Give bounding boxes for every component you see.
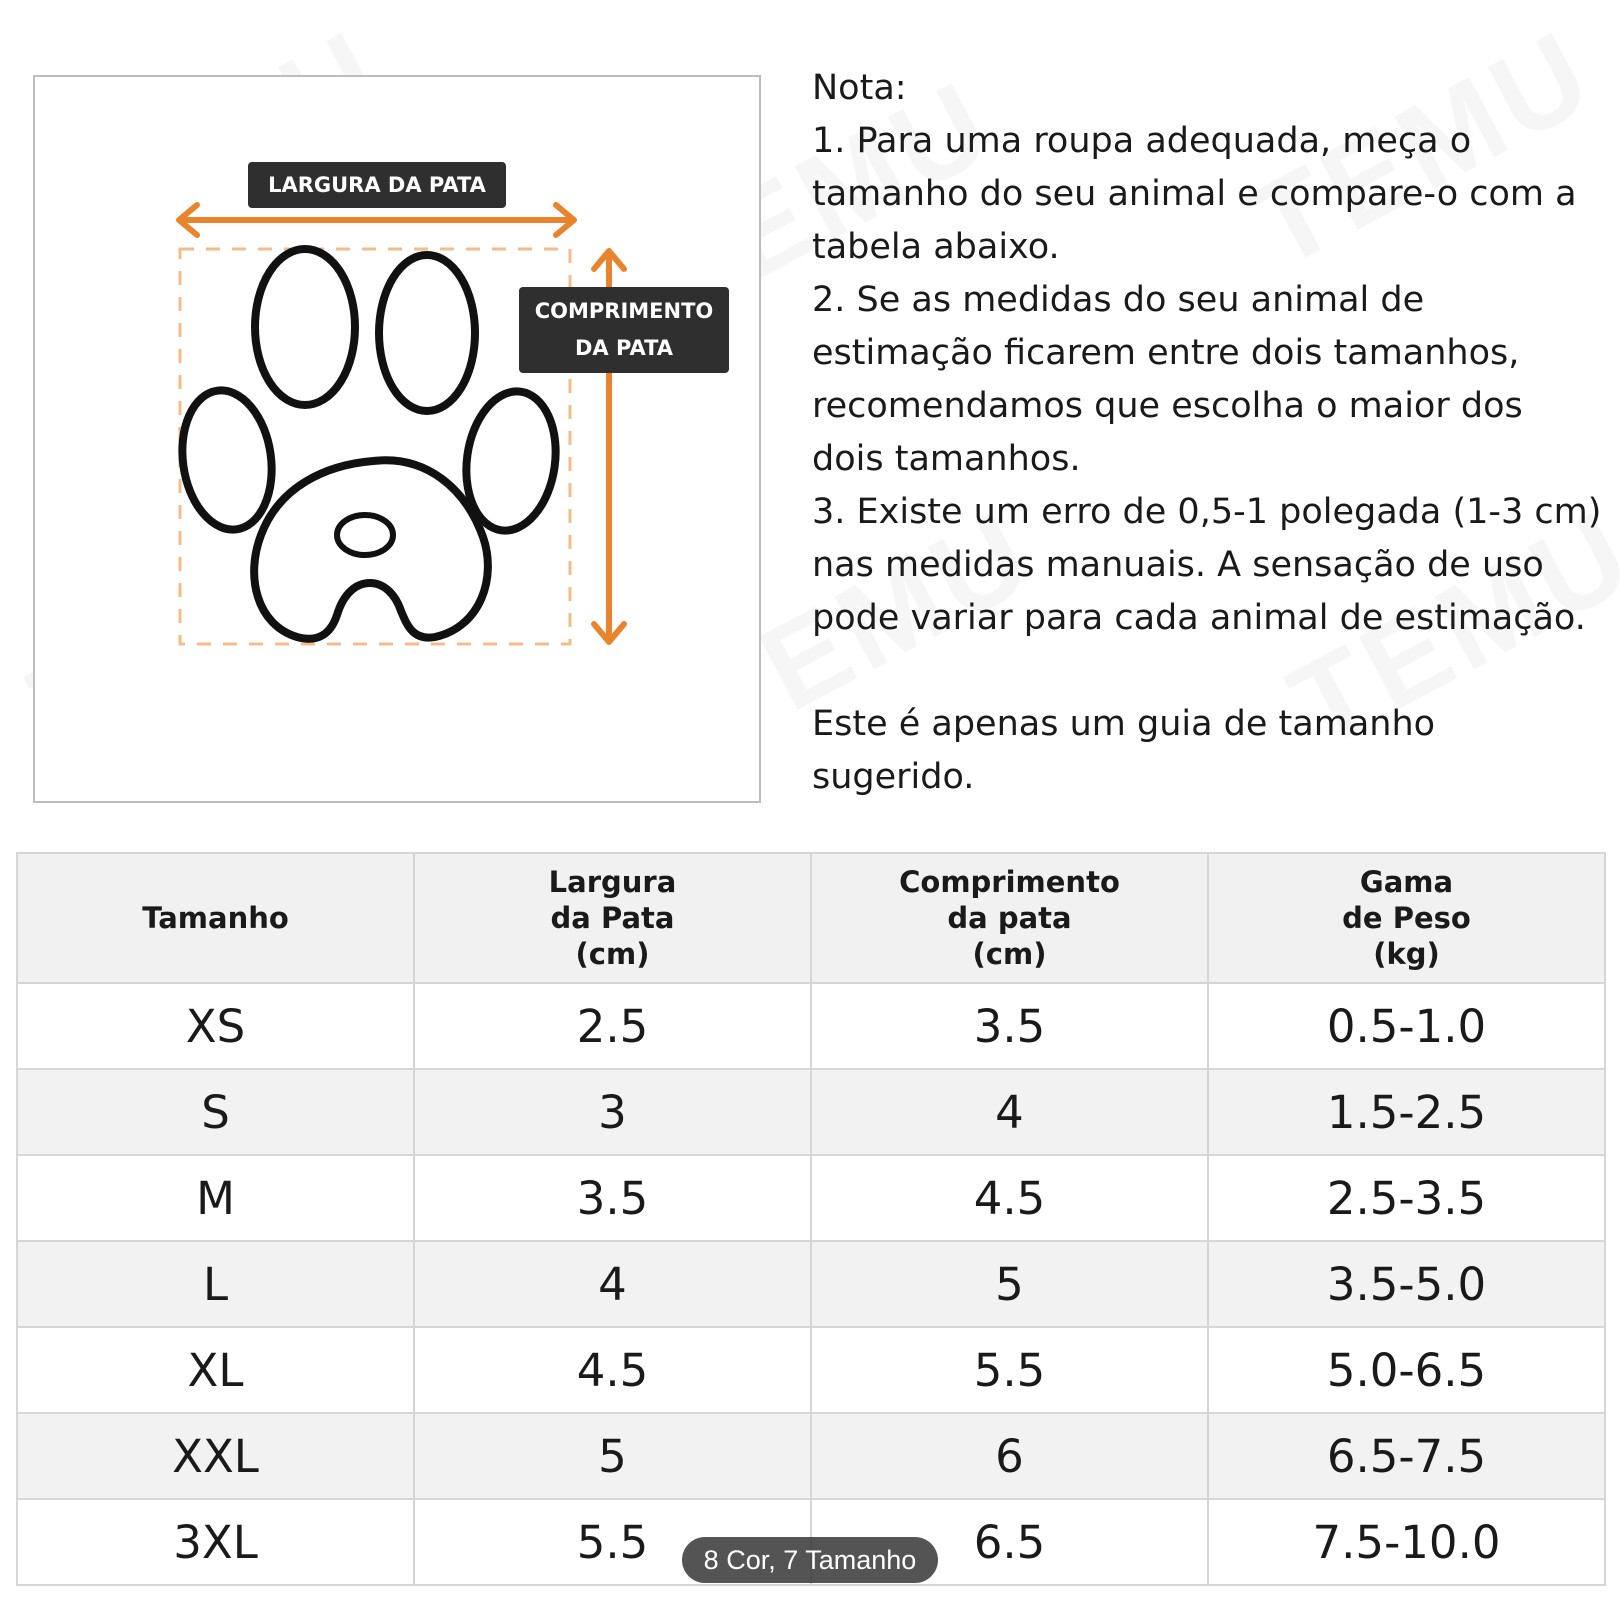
notes-section bbox=[812, 62, 1612, 804]
table-row bbox=[17, 983, 1605, 1069]
cell-paw-width: 5 bbox=[414, 1413, 811, 1499]
note-line: 3. Existe um erro de 0,5-1 polegada (1-3 cm) bbox=[812, 492, 1602, 532]
cell-paw-width: 2.5 bbox=[414, 983, 811, 1069]
header-weight-range: Gama de Peso (kg) bbox=[1208, 853, 1605, 983]
header-paw-length: Comprimento da pata (cm) bbox=[811, 853, 1208, 983]
cell-size: M bbox=[17, 1155, 414, 1241]
note-footer-line: sugerido. bbox=[812, 757, 975, 797]
cell-paw-length: 6 bbox=[811, 1413, 1208, 1499]
cell-weight-range: 2.5-3.5 bbox=[1208, 1155, 1605, 1241]
cell-paw-width: 5.5 bbox=[414, 1499, 811, 1585]
cell-size: XS bbox=[17, 983, 414, 1069]
cell-weight-range: 1.5-2.5 bbox=[1208, 1069, 1605, 1155]
size-chart-table bbox=[16, 852, 1606, 1586]
note-line: recomendamos que escolha o maior dos bbox=[812, 386, 1523, 426]
paw-diagram bbox=[33, 75, 761, 803]
note-line: pode variar para cada animal de estimação. bbox=[812, 598, 1586, 638]
cell-size: S bbox=[17, 1069, 414, 1155]
cell-paw-length: 5 bbox=[811, 1241, 1208, 1327]
cell-weight-range: 6.5-7.5 bbox=[1208, 1413, 1605, 1499]
paw-width-label: LARGURA DA PATA bbox=[248, 162, 506, 208]
note-footer-line: Este é apenas um guia de tamanho bbox=[812, 704, 1436, 744]
note-line: tamanho do seu animal e compare-o com a bbox=[812, 174, 1577, 214]
cell-paw-width: 4 bbox=[414, 1241, 811, 1327]
cell-paw-length: 3.5 bbox=[811, 983, 1208, 1069]
table-row bbox=[17, 1155, 1605, 1241]
note-line: tabela abaixo. bbox=[812, 227, 1060, 267]
variant-count-pill[interactable]: 8 Cor, 7 Tamanho bbox=[682, 1537, 938, 1583]
cell-paw-length: 4 bbox=[811, 1069, 1208, 1155]
cell-size: XXL bbox=[17, 1413, 414, 1499]
cell-size: XL bbox=[17, 1327, 414, 1413]
cell-weight-range: 5.0-6.5 bbox=[1208, 1327, 1605, 1413]
cell-weight-range: 3.5-5.0 bbox=[1208, 1241, 1605, 1327]
table-row bbox=[17, 1069, 1605, 1155]
cell-paw-length: 5.5 bbox=[811, 1327, 1208, 1413]
table-row bbox=[17, 1241, 1605, 1327]
table-header-row bbox=[17, 853, 1605, 983]
note-line: 1. Para uma roupa adequada, meça o bbox=[812, 121, 1472, 161]
cell-size: L bbox=[17, 1241, 414, 1327]
cell-weight-range: 7.5-10.0 bbox=[1208, 1499, 1605, 1585]
cell-paw-width: 3 bbox=[414, 1069, 811, 1155]
toe-pad bbox=[255, 249, 355, 405]
header-size: Tamanho bbox=[17, 853, 414, 983]
heel-dimple bbox=[337, 515, 393, 555]
cell-weight-range: 0.5-1.0 bbox=[1208, 983, 1605, 1069]
notes-heading: Nota: bbox=[812, 68, 907, 108]
paw-length-label: COMPRIMENTO DA PATA bbox=[519, 287, 729, 373]
header-paw-width: Largura da Pata (cm) bbox=[414, 853, 811, 983]
note-line: estimação ficarem entre dois tamanhos, bbox=[812, 333, 1520, 373]
table-row bbox=[17, 1413, 1605, 1499]
note-line: dois tamanhos. bbox=[812, 439, 1081, 479]
table-row bbox=[17, 1327, 1605, 1413]
note-line: nas medidas manuais. A sensação de uso bbox=[812, 545, 1544, 585]
cell-paw-length: 4.5 bbox=[811, 1155, 1208, 1241]
toe-pad bbox=[174, 385, 281, 536]
width-arrow bbox=[179, 205, 574, 235]
cell-paw-width: 3.5 bbox=[414, 1155, 811, 1241]
cell-paw-length: 6.5 bbox=[811, 1499, 1208, 1585]
note-line: 2. Se as medidas do seu animal de bbox=[812, 280, 1425, 320]
paw-icon bbox=[174, 249, 565, 639]
toe-pad bbox=[379, 255, 475, 411]
cell-paw-width: 4.5 bbox=[414, 1327, 811, 1413]
cell-size: 3XL bbox=[17, 1499, 414, 1585]
